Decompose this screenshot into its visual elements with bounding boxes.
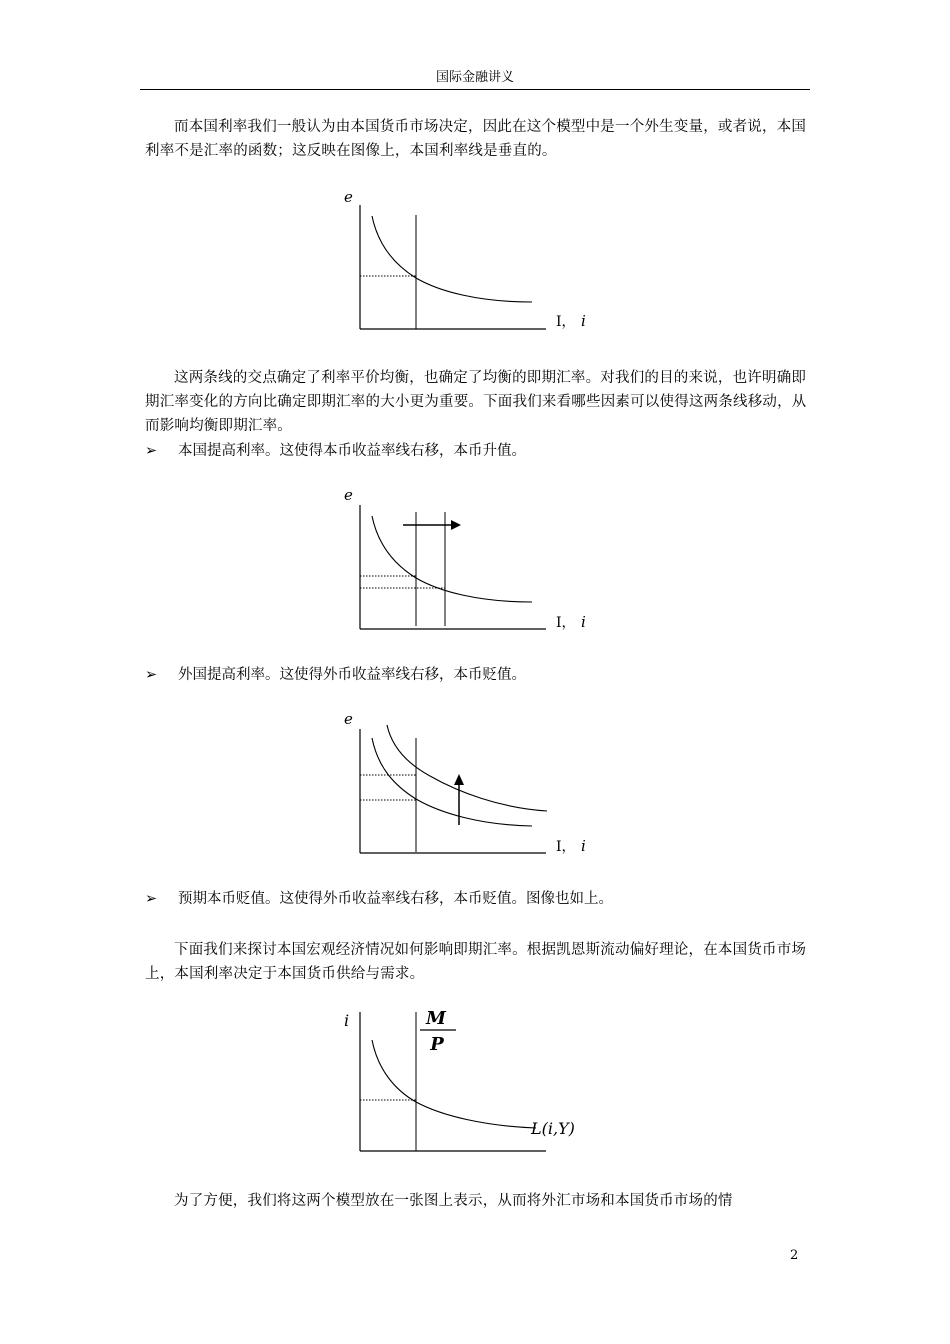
bullet-marker: ➢ [145,667,158,683]
bullet-text: 外国提高利率。这使得外币收益率线右移，本币贬值。 [178,667,526,683]
x-axis-label-b: i [581,837,586,855]
x-axis-label-b: i [581,613,586,631]
x-axis-label-a: I， [556,615,576,631]
foreign-return-curve-new [387,725,547,811]
money-supply-denominator: P [430,1034,444,1055]
x-axis-label-a: I， [556,314,576,330]
bullet-text: 本国提高利率。这使得本币收益率线右移，本币升值。 [178,443,526,459]
y-axis-label: i [344,1011,350,1030]
x-axis-label-a: I， [556,839,576,855]
page-number: 2 [790,1248,799,1263]
figure-domestic-rate-rise [340,485,600,635]
foreign-return-curve [372,216,532,302]
y-axis-label: e [344,188,353,206]
foreign-return-curve-old [372,738,532,826]
money-supply-numerator: M [426,1008,446,1029]
running-header: 国际金融讲义 [435,70,514,85]
header-rule [140,89,810,90]
bullet-marker: ➢ [145,891,158,907]
y-axis-label: e [344,710,353,728]
paragraph-combined-model: 为了方便，我们将这两个模型放在一张图上表示，从而将外汇市场和本国货币市场的情 [174,1193,733,1209]
figure-money-market [330,1000,600,1160]
bullet-text: 预期本币贬值。这使得外币收益率线右移，本币贬值。图像也如上。 [178,891,613,907]
paragraph-exogenous-rate: 而本国利率我们一般认为由本国货币市场决定，因此在这个模型中是一个外生变量，或者说，本国利率不是汇率的函数；这反映在图像上，本国利率线是垂直的。 [145,119,807,159]
figure-equilibrium [340,185,600,335]
x-axis-label-b: i [581,312,586,330]
figure-foreign-rate-rise [340,710,600,860]
shift-up-arrow-icon [454,774,464,785]
paragraph-equilibrium: 这两条线的交点确定了利率平价均衡，也确定了均衡的即期汇率。对我们的目的来说，也许明确即期汇率变化的方向比确定即期汇率的大小更为重要。下面我们来看哪些因素可以使得这两条线移动，从而影响均衡即期汇率。 [145,370,807,434]
shift-right-arrow-icon [451,520,461,530]
paragraph-money-market: 下面我们来探讨本国宏观经济情况如何影响即期汇率。根据凯恩斯流动偏好理论，在本国货币市场上，本国利率决定于本国货币供给与需求。 [145,942,807,982]
y-axis-label: e [344,486,353,504]
money-demand-curve [372,1040,536,1128]
money-demand-label: L(i,Y) [531,1119,575,1138]
bullet-marker: ➢ [145,443,158,459]
